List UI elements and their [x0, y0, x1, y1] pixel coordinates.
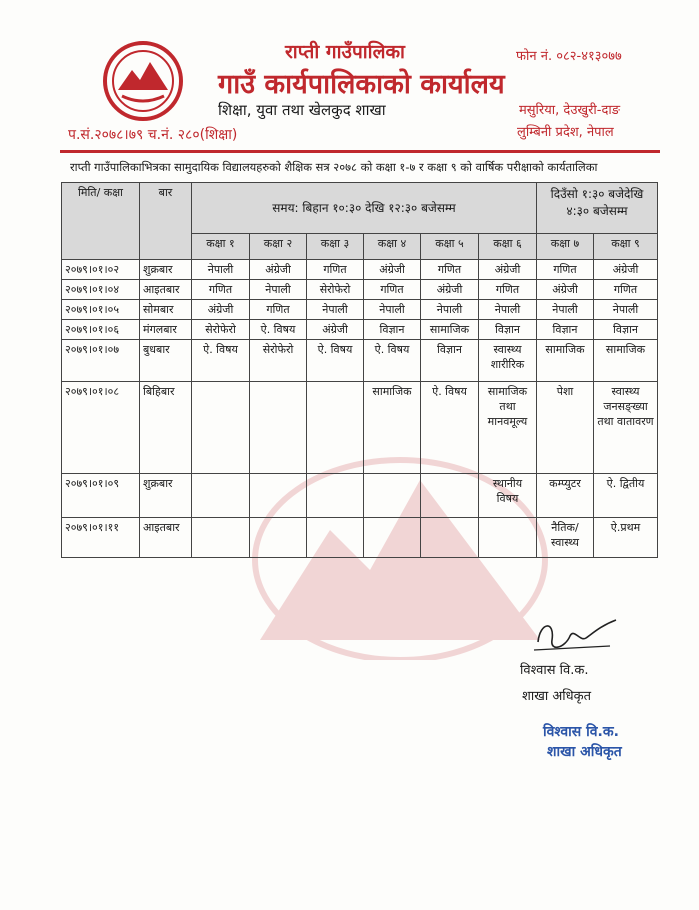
subject-cell: गणित — [307, 260, 364, 280]
subject-cell: विज्ञान — [479, 320, 537, 340]
subject-cell: अंग्रेजी — [479, 260, 537, 280]
grade-header: कक्षा ६ — [479, 233, 537, 259]
subject-cell: सेरोफेरो — [192, 320, 250, 340]
subject-cell — [192, 474, 250, 518]
grade-header: कक्षा ३ — [307, 233, 364, 259]
subject-cell: सामाजिक — [364, 382, 421, 474]
subject-cell — [307, 474, 364, 518]
table-row — [62, 300, 658, 320]
signatory-name: विश्वास वि.क. — [520, 663, 589, 678]
exam-timetable — [61, 182, 658, 558]
subject-cell: गणित — [250, 300, 307, 320]
subject-cell: नेपाली — [421, 300, 479, 320]
seal-name: विश्वास वि.क. — [543, 724, 619, 740]
subject-cell — [192, 382, 250, 474]
subject-cell: स्वास्थ्य शारीरिक — [479, 340, 537, 382]
subject-cell: नेपाली — [192, 260, 250, 280]
row-day: बिहिबार — [140, 382, 192, 474]
subject-cell — [250, 474, 307, 518]
subject-cell: ऐ. विषय — [421, 382, 479, 474]
subject-cell: गणित — [364, 280, 421, 300]
table-row — [62, 260, 658, 280]
subject-cell: ऐ.प्रथम — [594, 518, 658, 558]
subject-cell — [421, 474, 479, 518]
row-day: मंगलबार — [140, 320, 192, 340]
subject-cell: नेपाली — [479, 300, 537, 320]
branch-name: शिक्षा, युवा तथा खेलकुद शाखा — [218, 101, 386, 119]
row-day: सोमबार — [140, 300, 192, 320]
signatory-title: शाखा अधिकृत — [522, 689, 592, 704]
grade-header: कक्षा १ — [192, 233, 250, 259]
address-line-1: मसुरिया, देउखुरी-दाङ — [519, 103, 621, 118]
table-row — [62, 320, 658, 340]
subject-cell: पेशा — [537, 382, 594, 474]
subject-cell — [250, 518, 307, 558]
subject-cell — [421, 518, 479, 558]
subject-cell — [364, 474, 421, 518]
subject-cell: नेपाली — [307, 300, 364, 320]
table-row — [62, 280, 658, 300]
reference-number: प.सं.२०७८।७९ च.नं. २८०(शिक्षा) — [68, 127, 238, 143]
subject-cell — [479, 518, 537, 558]
header-time-morning: समय: बिहान १०:३० देखि १२:३० बजेसम्म — [192, 183, 537, 234]
subject-cell: विज्ञान — [364, 320, 421, 340]
subject-cell — [307, 382, 364, 474]
row-date: २०७९।०१।०७ — [62, 340, 140, 382]
subject-cell: सामाजिक — [537, 340, 594, 382]
subject-cell: गणित — [537, 260, 594, 280]
notice-title: राप्ती गाउँपालिकाभित्रका सामुदायिक विद्यालयहरुको शैक्षिक सत्र २०७८ को कक्षा १-७ र कक्षा ९ को वार्षिक परीक्षाको कार्यतालिका — [70, 160, 598, 174]
row-date: २०७९।०१।०८ — [62, 382, 140, 474]
subject-cell — [250, 382, 307, 474]
subject-cell: ऐ. द्वितीय — [594, 474, 658, 518]
table-row — [62, 518, 658, 558]
subject-cell: कम्प्युटर — [537, 474, 594, 518]
subject-cell: नेपाली — [364, 300, 421, 320]
grade-header: कक्षा ५ — [421, 233, 479, 259]
subject-cell: गणित — [421, 260, 479, 280]
subject-cell: विज्ञान — [594, 320, 658, 340]
subject-cell: विज्ञान — [537, 320, 594, 340]
row-day: शुक्रबार — [140, 260, 192, 280]
subject-cell: स्वास्थ्य जनसङ्ख्या तथा वातावरण — [594, 382, 658, 474]
row-day: आइतबार — [140, 518, 192, 558]
row-date: २०७९।०१।०२ — [62, 260, 140, 280]
grade-header: कक्षा २ — [250, 233, 307, 259]
grade-header: कक्षा ९ — [594, 233, 658, 259]
municipality-emblem-logo — [102, 40, 184, 122]
subject-cell: सेरोफेरो — [307, 280, 364, 300]
subject-cell: नेपाली — [594, 300, 658, 320]
row-date: २०७९।०१।११ — [62, 518, 140, 558]
municipality-name: राप्ती गाउँपालिका — [285, 41, 405, 63]
row-day: आइतबार — [140, 280, 192, 300]
subject-cell: ऐ. विषय — [364, 340, 421, 382]
grade-header: कक्षा ७ — [537, 233, 594, 259]
subject-cell: नैतिक/ स्वास्थ्य — [537, 518, 594, 558]
row-day: बुधबार — [140, 340, 192, 382]
subject-cell: अंग्रेजी — [421, 280, 479, 300]
subject-cell: अंग्रेजी — [537, 280, 594, 300]
row-date: २०७९।०१।०९ — [62, 474, 140, 518]
header-day: बार — [140, 183, 192, 260]
handwritten-signature — [530, 612, 620, 662]
subject-cell: स्थानीय विषय — [479, 474, 537, 518]
subject-cell: सामाजिक तथा मानवमूल्य — [479, 382, 537, 474]
subject-cell: अंग्रेजी — [192, 300, 250, 320]
subject-cell: गणित — [479, 280, 537, 300]
row-date: २०७९।०१।०५ — [62, 300, 140, 320]
subject-cell: अंग्रेजी — [364, 260, 421, 280]
subject-cell: अंग्रेजी — [594, 260, 658, 280]
row-date: २०७९।०१।०४ — [62, 280, 140, 300]
office-name: गाउँ कार्यपालिकाको कार्यालय — [218, 69, 505, 100]
header-date: मिति/ कक्षा — [62, 183, 140, 260]
subject-cell: सामाजिक — [594, 340, 658, 382]
header-divider — [60, 150, 660, 153]
address-line-2: लुम्बिनी प्रदेश, नेपाल — [517, 125, 614, 140]
subject-cell: नेपाली — [250, 280, 307, 300]
table-row — [62, 474, 658, 518]
header-time-afternoon: दिउँसो १:३० बजेदेखि ४:३० बजेसम्म — [537, 183, 658, 234]
subject-cell — [307, 518, 364, 558]
subject-cell: ऐ. विषय — [307, 340, 364, 382]
row-day: शुक्रबार — [140, 474, 192, 518]
phone-number: फोन नं. ०८२-४१३०७७ — [516, 49, 622, 64]
subject-cell: नेपाली — [537, 300, 594, 320]
subject-cell: सेरोफेरो — [250, 340, 307, 382]
table-row — [62, 382, 658, 474]
subject-cell — [364, 518, 421, 558]
subject-cell: गणित — [594, 280, 658, 300]
subject-cell: ऐ. विषय — [250, 320, 307, 340]
subject-cell: सामाजिक — [421, 320, 479, 340]
subject-cell: गणित — [192, 280, 250, 300]
seal-title: शाखा अधिकृत — [547, 744, 622, 760]
subject-cell — [192, 518, 250, 558]
row-date: २०७९।०१।०६ — [62, 320, 140, 340]
subject-cell: विज्ञान — [421, 340, 479, 382]
subject-cell: अंग्रेजी — [307, 320, 364, 340]
subject-cell: अंग्रेजी — [250, 260, 307, 280]
table-row — [62, 340, 658, 382]
grade-header: कक्षा ४ — [364, 233, 421, 259]
subject-cell: ऐ. विषय — [192, 340, 250, 382]
